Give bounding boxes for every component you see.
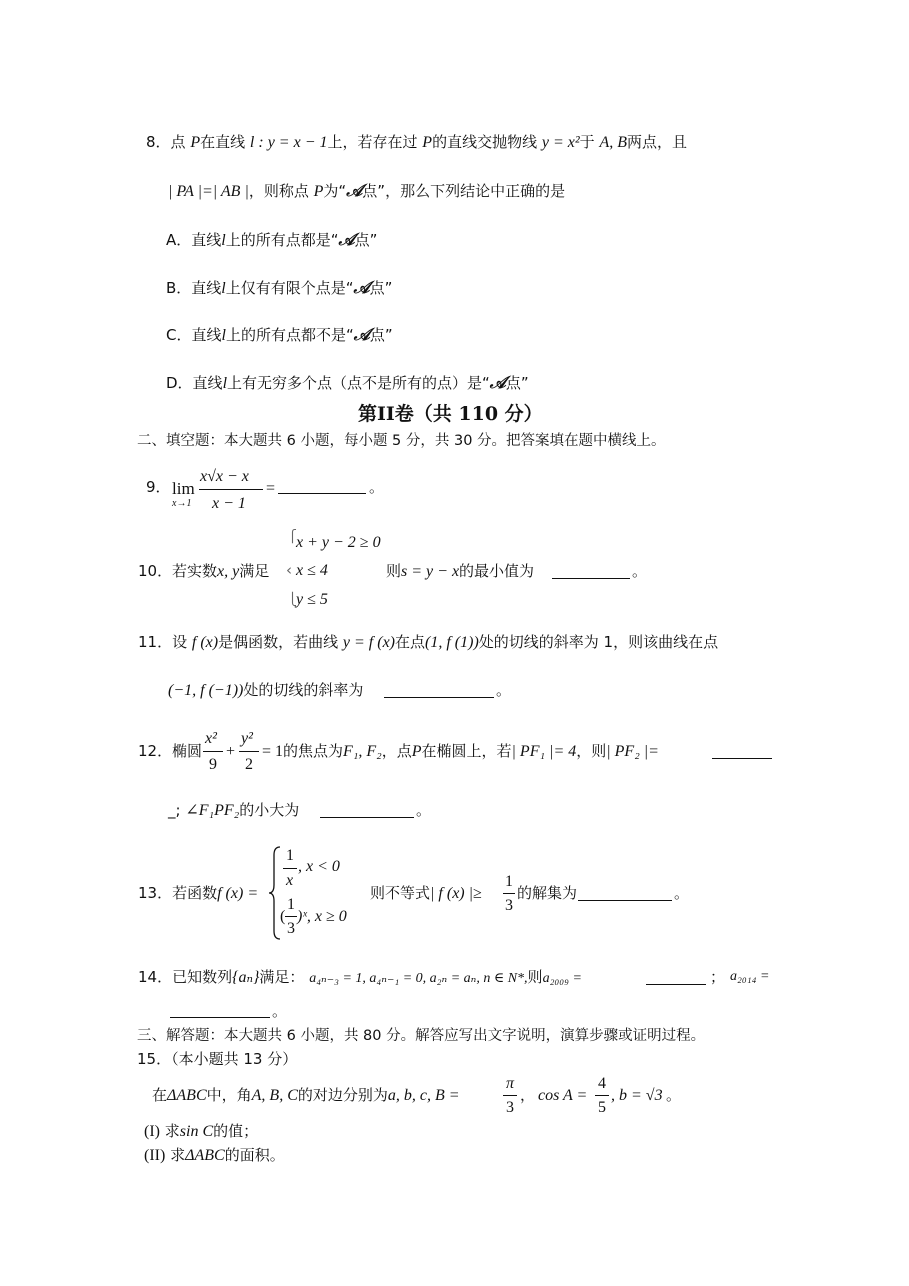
q13-text-3: 的解集为 <box>517 884 578 902</box>
option-text: 上的所有点都不是“ <box>225 326 354 344</box>
q12-answer-blank-2[interactable] <box>320 803 414 818</box>
part-label: (II) <box>144 1147 166 1164</box>
q9-fraction-bar <box>199 489 263 490</box>
math-fx: f (x) = <box>217 885 259 902</box>
q15-bval: , b = √3 <box>611 1087 663 1104</box>
script-a-icon: 𝒜 <box>346 181 363 201</box>
q15-heading <box>137 1052 297 1067</box>
math-seq: {aₙ} <box>232 969 260 986</box>
math-line-eq: l : y = x − 1 <box>249 134 328 151</box>
q10-brace-bottom: ⎩ <box>288 592 297 606</box>
q10-line <box>172 564 269 580</box>
q10-period: 。 <box>632 562 648 580</box>
section2-header: 二、填空题：本大题共 6 小题，每小题 5 分，共 30 分。把答案填在题中横线上。 <box>137 433 666 449</box>
q15-part-2 <box>144 1148 285 1164</box>
q9-period: 。 <box>369 478 385 496</box>
q15-comma: ， <box>520 1086 536 1104</box>
q11-text: 设 <box>172 633 188 651</box>
math-a2009: a₂₀₀₉ = <box>542 971 582 986</box>
math-s: s = y − x <box>401 563 460 580</box>
q12-text: ，则 <box>576 742 607 760</box>
q8-text: 点 <box>170 133 186 151</box>
q12-line2 <box>168 803 299 819</box>
q14-line <box>138 970 582 986</box>
q8-line1 <box>146 135 687 151</box>
option-text: 上的所有点都是“ <box>225 231 339 249</box>
q12-y2: y² <box>241 730 253 747</box>
q13-text: 则不等式 <box>370 884 431 902</box>
q13-piece2-cond: )ˣ, x ≥ 0 <box>297 908 347 925</box>
q8-text: 在直线 <box>200 133 246 151</box>
q12-text: 的焦点为 <box>283 742 344 760</box>
q13-period: 。 <box>674 884 690 902</box>
option-text: 点” <box>369 326 393 344</box>
q8-text: ，则称点 <box>248 182 309 200</box>
script-a-icon: 𝒜 <box>338 230 355 250</box>
q13-number: 13． <box>138 884 173 902</box>
q15-period: 。 <box>666 1086 682 1104</box>
math-foci: F₁, F₂ <box>343 743 382 760</box>
option-text: 上仅有有限个点是“ <box>225 279 354 297</box>
q15-points: （本小题共 13 分） <box>171 1050 298 1068</box>
q8-number: 8． <box>146 133 171 151</box>
math-point-1: (1, f (1)) <box>425 634 479 651</box>
q10-answer-blank[interactable] <box>552 564 630 579</box>
q8-text: 为“ <box>323 182 347 200</box>
q13-rhs-den: 3 <box>505 897 513 914</box>
q15-cos-bar <box>595 1095 609 1096</box>
math-triangle: ΔABC <box>185 1147 225 1164</box>
q14-text: 则 <box>527 968 543 986</box>
q14-text: 已知数列 <box>172 968 233 986</box>
script-a-icon: 𝒜 <box>489 373 506 393</box>
q11-period: 。 <box>496 681 512 699</box>
q15-pi-bar <box>503 1095 517 1096</box>
q15-text: 的对边分别为 <box>297 1086 388 1104</box>
q10-text: 满足 <box>239 562 270 580</box>
q13-piecewise-brace <box>268 845 282 941</box>
math-point-2: (−1, f (−1)) <box>168 682 244 699</box>
q11-text: 是偶函数，若曲线 <box>218 633 339 651</box>
q14-separator: ； <box>710 968 726 986</box>
q10-line-2 <box>386 564 534 580</box>
math-curve: y = f (x) <box>342 634 395 651</box>
q13-line <box>138 886 258 902</box>
q14-text: 满足： <box>259 968 305 986</box>
option-text: 上有无穷多个点（点不是所有的点）是“ <box>227 374 490 392</box>
q10-brace-top: ⎧ <box>288 529 297 543</box>
q9-number: 9． <box>146 478 171 496</box>
q8-option-c <box>166 327 393 344</box>
q14-period: 。 <box>272 1002 288 1020</box>
option-text: 点” <box>505 374 529 392</box>
q12-line1 <box>262 744 659 760</box>
math-eq1: = 1 <box>262 743 284 760</box>
q12-text: ，点 <box>381 742 412 760</box>
q13-text: 若函数 <box>172 884 218 902</box>
q10-brace-mid: ‹ <box>286 561 292 579</box>
q14-a2014: a₂₀₁₄ = <box>730 969 770 984</box>
q13-line-2 <box>370 886 482 902</box>
q12-x2: x² <box>205 730 217 747</box>
math-p: P <box>190 134 201 151</box>
q11-text: 处的切线的斜率为 1，则该曲线在点 <box>478 633 719 651</box>
q13-rhs-bar <box>503 893 515 894</box>
q12-period: 。 <box>416 801 432 819</box>
part-text: 求 <box>170 1146 186 1164</box>
math-conditions: a₄ₙ₋₃ = 1, a₄ₙ₋₁ = 0, a₂ₙ = aₙ, n ∈ N*, <box>309 971 528 986</box>
q11-answer-blank[interactable] <box>384 683 494 698</box>
math-pf2: | PF₂ |= <box>606 743 659 760</box>
q12-fraction-bar-1 <box>203 751 223 752</box>
math-angle: ∠F₁PF₂ <box>185 802 240 819</box>
q10-text: 则 <box>386 562 402 580</box>
math-ab: A, B <box>599 134 628 151</box>
q12-text: _; <box>168 801 181 819</box>
q9-answer-blank[interactable] <box>278 479 366 494</box>
q13-piece1-cond: , x < 0 <box>298 858 340 875</box>
q15-four: 4 <box>598 1075 606 1092</box>
math-p: P <box>422 134 433 151</box>
math-angles: A, B, C <box>251 1087 298 1104</box>
q8-text: 上，若存在过 <box>327 133 418 151</box>
q14-answer-blank-2[interactable] <box>170 1003 270 1018</box>
math-l: l <box>221 232 226 249</box>
q8-text: 的直线交抛物线 <box>432 133 538 151</box>
q9-denominator: x − 1 <box>212 495 246 512</box>
section3-header: 三、解答题：本大题共 6 小题，共 80 分。解答应写出文字说明，演算步骤或证明过程。 <box>137 1028 706 1044</box>
script-a-icon: 𝒜 <box>353 278 370 298</box>
q8-option-d <box>166 375 529 392</box>
q15-cos: cos A = <box>538 1087 588 1104</box>
q13-piece2-num: 1 <box>287 896 295 913</box>
q12-plus: + <box>226 743 236 760</box>
option-label: B．直线 <box>166 279 222 297</box>
part2-title: 第II卷（共 110 分） <box>358 403 543 425</box>
part-label: (I) <box>144 1123 160 1140</box>
part-text: 的值； <box>213 1122 259 1140</box>
math-fx: f (x) <box>191 634 219 651</box>
option-label: A．直线 <box>166 231 222 249</box>
q13-rhs-num: 1 <box>505 873 513 890</box>
q13-piece2-bar <box>285 916 297 917</box>
q15-pi: π <box>506 1075 515 1092</box>
math-triangle: ΔABC <box>167 1087 207 1104</box>
script-a-icon: 𝒜 <box>353 325 370 345</box>
q12-denom-9: 9 <box>209 756 217 773</box>
math-sides: a, b, c, B = <box>387 1087 460 1104</box>
q13-piece2-den: 3 <box>287 920 295 937</box>
q12-denom-2: 2 <box>245 756 253 773</box>
math-l: l <box>221 280 226 297</box>
q9-lim: lim <box>172 479 195 498</box>
q9-numerator: x√x − x <box>200 468 249 485</box>
q15-text: 中，角 <box>206 1086 252 1104</box>
q11-line1 <box>138 635 718 651</box>
option-text: 点” <box>369 279 393 297</box>
q13-piece1-num: 1 <box>286 847 294 864</box>
q8-text: 点”，那么下列结论中正确的是 <box>362 182 566 200</box>
q8-line2 <box>168 183 565 200</box>
q12-answer-blank-1[interactable] <box>712 744 772 759</box>
q10-constraint-2: x ≤ 4 <box>296 562 328 579</box>
q11-line2 <box>168 683 363 699</box>
q13-answer-blank[interactable] <box>578 886 672 901</box>
q8-text: 两点，且 <box>627 133 688 151</box>
part-text: 求 <box>164 1122 180 1140</box>
math-p: P <box>313 183 324 200</box>
math-p: P <box>411 743 422 760</box>
math-l: l <box>221 327 226 344</box>
q12-fraction-bar-2 <box>239 751 259 752</box>
q10-constraint-1: x + y − 2 ≥ 0 <box>296 534 381 551</box>
math-xy: x, y <box>217 563 240 580</box>
q10-number: 10． <box>138 562 173 580</box>
q15-statement <box>152 1088 460 1104</box>
math-condition: | PA |=| AB | <box>168 183 249 200</box>
option-label: C．直线 <box>166 326 222 344</box>
q8-option-b <box>166 280 392 297</box>
q15-part-1 <box>144 1124 258 1140</box>
q15-number: 15． <box>137 1050 172 1068</box>
q8-option-a <box>166 232 377 249</box>
q12-text-ellipse: 椭圆 <box>172 742 203 760</box>
q13-piece2-open: ( <box>280 908 286 925</box>
math-pf1: | PF₁ |= 4 <box>511 743 577 760</box>
q11-text: 处的切线的斜率为 <box>243 681 364 699</box>
q15-five: 5 <box>598 1099 606 1116</box>
q14-number: 14． <box>138 968 173 986</box>
q9-equals: = <box>266 480 276 497</box>
part-text: 的面积。 <box>224 1146 285 1164</box>
q11-number: 11． <box>138 633 173 651</box>
q11-text: 在点 <box>395 633 426 651</box>
q10-text: 的最小值为 <box>459 562 535 580</box>
q10-constraint-3: y ≤ 5 <box>296 591 328 608</box>
q9-lim-sub: x→1 <box>172 498 192 509</box>
q12-text: 在椭圆上，若 <box>421 742 512 760</box>
q14-answer-blank-1[interactable] <box>646 970 706 985</box>
q13-piece1-bar <box>283 868 297 869</box>
q12-number: 12． <box>138 742 173 760</box>
q15-three: 3 <box>506 1099 514 1116</box>
math-l: l <box>222 375 228 392</box>
option-text: 点” <box>354 231 378 249</box>
math-ineq: | f (x) |≥ <box>430 885 482 902</box>
q12-text: 的小大为 <box>239 801 300 819</box>
q15-text: 在 <box>152 1086 168 1104</box>
math-parabola: y = x² <box>541 134 580 151</box>
option-label: D．直线 <box>166 374 223 392</box>
q10-text: 若实数 <box>172 562 218 580</box>
q8-text: 于 <box>579 133 595 151</box>
math-sinc: sin C <box>179 1123 214 1140</box>
q13-piece1-den: x <box>286 872 294 889</box>
